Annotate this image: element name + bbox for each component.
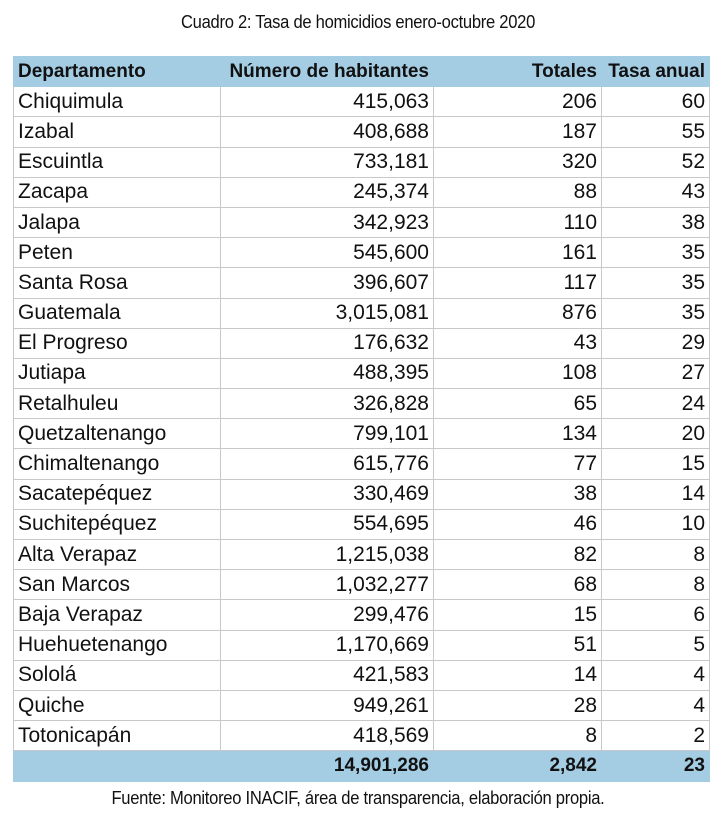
cell-totales: 108 xyxy=(434,358,602,388)
cell-tasa: 4 xyxy=(602,660,710,690)
cell-totales: 8 xyxy=(434,721,602,751)
cell-habitantes: 3,015,081 xyxy=(221,298,434,328)
cell-departamento: Peten xyxy=(14,238,221,268)
cell-totales: 38 xyxy=(434,479,602,509)
table-row xyxy=(14,570,710,600)
cell-tasa: 4 xyxy=(602,690,710,720)
table-row xyxy=(14,600,710,630)
cell-habitantes: 949,261 xyxy=(221,690,434,720)
cell-habitantes: 733,181 xyxy=(221,147,434,177)
cell-habitantes: 1,170,669 xyxy=(221,630,434,660)
cell-totales: 82 xyxy=(434,540,602,570)
cell-departamento: Totonicapán xyxy=(14,721,221,751)
totals-row xyxy=(14,751,710,781)
cell-totales: 161 xyxy=(434,238,602,268)
cell-departamento: Suchitepéquez xyxy=(14,509,221,539)
cell-totales: 134 xyxy=(434,419,602,449)
cell-totales: 88 xyxy=(434,177,602,207)
cell-tasa: 15 xyxy=(602,449,710,479)
cell-totales: 320 xyxy=(434,147,602,177)
cell-departamento: El Progreso xyxy=(14,328,221,358)
table-caption: Cuadro 2: Tasa de homicidios enero-octubre 2020 xyxy=(180,12,536,32)
table-row xyxy=(14,268,710,298)
cell-tasa: 6 xyxy=(602,600,710,630)
totals-tasa: 23 xyxy=(602,751,710,781)
cell-totales: 117 xyxy=(434,268,602,298)
cell-tasa: 43 xyxy=(602,177,710,207)
cell-tasa: 52 xyxy=(602,147,710,177)
cell-habitantes: 415,063 xyxy=(221,87,434,117)
cell-habitantes: 326,828 xyxy=(221,389,434,419)
cell-tasa: 2 xyxy=(602,721,710,751)
cell-totales: 876 xyxy=(434,298,602,328)
header-habitantes: Número de habitantes xyxy=(221,57,434,87)
cell-totales: 206 xyxy=(434,87,602,117)
cell-departamento: Sacatepéquez xyxy=(14,479,221,509)
table-row xyxy=(14,177,710,207)
table-row xyxy=(14,479,710,509)
source-note: Fuente: Monitoreo INACIF, área de transparencia, elaboración propia. xyxy=(111,788,605,808)
table-row xyxy=(14,449,710,479)
cell-departamento: Quetzaltenango xyxy=(14,419,221,449)
cell-tasa: 60 xyxy=(602,87,710,117)
totals-totales: 2,842 xyxy=(434,751,602,781)
cell-habitantes: 799,101 xyxy=(221,419,434,449)
cell-departamento: Escuintla xyxy=(14,147,221,177)
cell-totales: 68 xyxy=(434,570,602,600)
table-row xyxy=(14,358,710,388)
cell-totales: 51 xyxy=(434,630,602,660)
cell-departamento: Huehuetenango xyxy=(14,630,221,660)
cell-totales: 65 xyxy=(434,389,602,419)
cell-totales: 28 xyxy=(434,690,602,720)
cell-habitantes: 421,583 xyxy=(221,660,434,690)
cell-departamento: Zacapa xyxy=(14,177,221,207)
table-row xyxy=(14,389,710,419)
cell-totales: 43 xyxy=(434,328,602,358)
cell-tasa: 38 xyxy=(602,207,710,237)
table-row xyxy=(14,509,710,539)
cell-tasa: 20 xyxy=(602,419,710,449)
cell-tasa: 8 xyxy=(602,540,710,570)
table-row xyxy=(14,117,710,147)
header-row xyxy=(14,57,710,87)
cell-tasa: 55 xyxy=(602,117,710,147)
cell-departamento: Baja Verapaz xyxy=(14,600,221,630)
cell-habitantes: 245,374 xyxy=(221,177,434,207)
cell-totales: 15 xyxy=(434,600,602,630)
cell-habitantes: 176,632 xyxy=(221,328,434,358)
cell-tasa: 35 xyxy=(602,268,710,298)
cell-departamento: San Marcos xyxy=(14,570,221,600)
cell-habitantes: 299,476 xyxy=(221,600,434,630)
table-body xyxy=(14,87,710,751)
table-row xyxy=(14,690,710,720)
cell-departamento: Guatemala xyxy=(14,298,221,328)
cell-habitantes: 488,395 xyxy=(221,358,434,388)
cell-totales: 110 xyxy=(434,207,602,237)
table-row xyxy=(14,328,710,358)
table-row xyxy=(14,630,710,660)
cell-tasa: 29 xyxy=(602,328,710,358)
cell-departamento: Chimaltenango xyxy=(14,449,221,479)
cell-departamento: Quiche xyxy=(14,690,221,720)
cell-habitantes: 554,695 xyxy=(221,509,434,539)
cell-habitantes: 342,923 xyxy=(221,207,434,237)
table-row xyxy=(14,721,710,751)
table-row xyxy=(14,238,710,268)
cell-tasa: 24 xyxy=(602,389,710,419)
totals-departamento xyxy=(14,751,221,781)
cell-departamento: Chiquimula xyxy=(14,87,221,117)
cell-tasa: 14 xyxy=(602,479,710,509)
cell-habitantes: 1,032,277 xyxy=(221,570,434,600)
table-row xyxy=(14,207,710,237)
cell-totales: 14 xyxy=(434,660,602,690)
cell-tasa: 27 xyxy=(602,358,710,388)
header-tasa: Tasa anual xyxy=(602,57,710,87)
cell-departamento: Izabal xyxy=(14,117,221,147)
cell-habitantes: 418,569 xyxy=(221,721,434,751)
table-row xyxy=(14,660,710,690)
cell-totales: 46 xyxy=(434,509,602,539)
cell-tasa: 5 xyxy=(602,630,710,660)
table-row xyxy=(14,419,710,449)
cell-tasa: 35 xyxy=(602,298,710,328)
table-row xyxy=(14,147,710,177)
cell-habitantes: 330,469 xyxy=(221,479,434,509)
table-row xyxy=(14,87,710,117)
cell-habitantes: 615,776 xyxy=(221,449,434,479)
header-departamento: Departamento xyxy=(14,57,221,87)
cell-habitantes: 408,688 xyxy=(221,117,434,147)
cell-habitantes: 1,215,038 xyxy=(221,540,434,570)
cell-tasa: 35 xyxy=(602,238,710,268)
cell-habitantes: 545,600 xyxy=(221,238,434,268)
cell-departamento: Sololá xyxy=(14,660,221,690)
cell-tasa: 8 xyxy=(602,570,710,600)
cell-habitantes: 396,607 xyxy=(221,268,434,298)
cell-totales: 77 xyxy=(434,449,602,479)
header-totales: Totales xyxy=(434,57,602,87)
table-row xyxy=(14,298,710,328)
homicide-rate-table xyxy=(13,56,710,782)
totals-habitantes: 14,901,286 xyxy=(221,751,434,781)
cell-tasa: 10 xyxy=(602,509,710,539)
cell-departamento: Santa Rosa xyxy=(14,268,221,298)
cell-departamento: Alta Verapaz xyxy=(14,540,221,570)
cell-departamento: Jutiapa xyxy=(14,358,221,388)
cell-departamento: Retalhuleu xyxy=(14,389,221,419)
cell-departamento: Jalapa xyxy=(14,207,221,237)
cell-totales: 187 xyxy=(434,117,602,147)
table-row xyxy=(14,540,710,570)
